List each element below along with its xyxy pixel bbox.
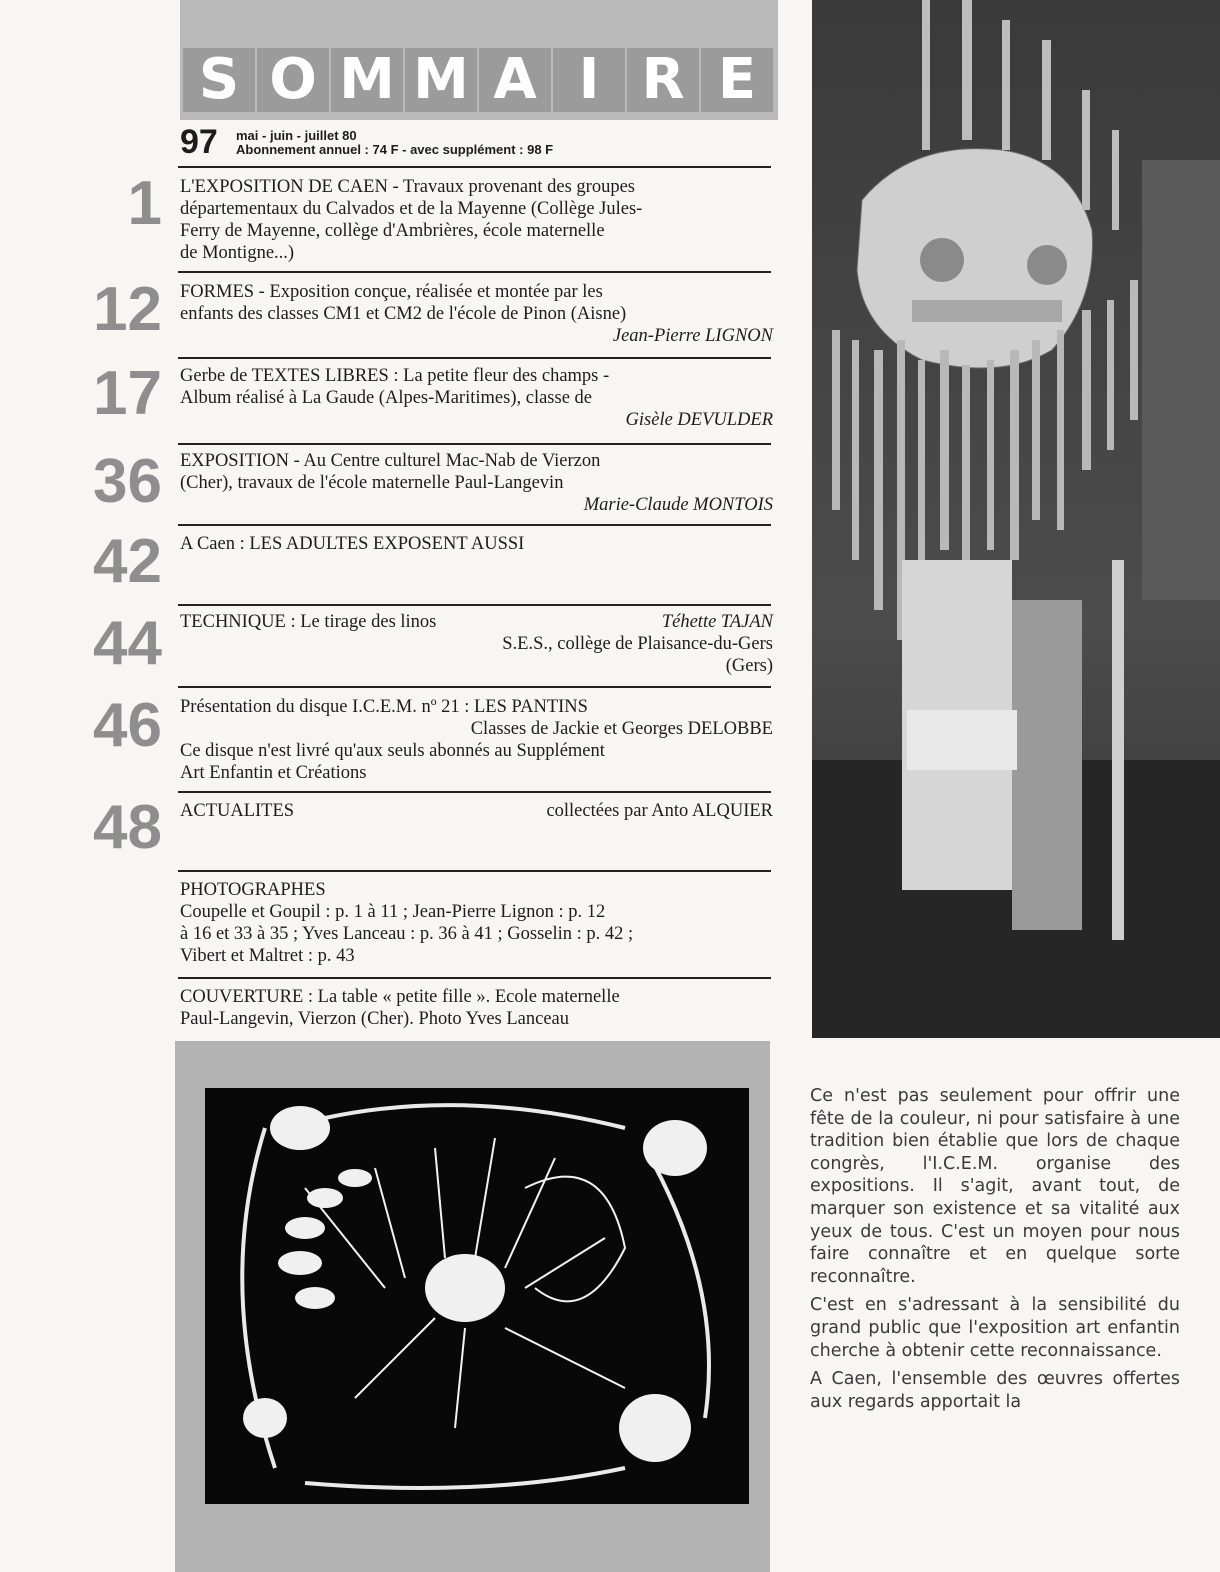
toc-entry[interactable] [180,696,773,784]
entry-line: enfants des classes CM1 et CM2 de l'école de Pinon (Aisne) [180,304,627,324]
entry-line: FORMES - Exposition conçue, réalisée et montée par les [180,282,603,302]
article-text [810,1085,1180,1419]
entry-author: Jean-Pierre LIGNON [612,326,773,346]
toc-entry[interactable] [180,365,773,431]
entry-line: Classes de Jackie et Georges DELOBBE [470,719,773,739]
exhibition-photo [812,0,1220,1038]
photographers-section [180,879,773,967]
cover-line: COUVERTURE : La table « petite fille ». Ecole maternelle [180,987,620,1007]
article-paragraph: C'est en s'adressant à la sensibilité du grand public que l'exposition art enfantin cherche à obtenir cette reconnaissance. [810,1295,1180,1361]
divider [178,443,771,445]
photographers-line: à 16 et 33 à 35 ; Yves Lanceau : p. 36 à 41 ; Gosselin : p. 42 ; [180,924,634,944]
title-letter: M [331,48,403,112]
cover-line: Paul-Langevin, Vierzon (Cher). Photo Yves Lanceau [180,1009,570,1029]
divider [178,977,771,979]
toc-entry[interactable] [180,176,773,264]
entry-credit: collectées par Anto ALQUIER [546,801,773,821]
cover-credit [180,986,773,1030]
entry-line: (Gers) [725,656,773,676]
title-letter: O [257,48,329,112]
toc-entry[interactable] [180,800,773,822]
page-number: 46 [93,691,162,760]
issue-number: 97 [180,123,218,161]
issue-dates: mai - juin - juillet 80 [236,128,357,143]
title-letter: E [701,48,773,112]
entry-line: ACTUALITES [180,801,295,821]
article-paragraph: A Caen, l'ensemble des œuvres offertes aux regards apportait la [810,1369,1180,1412]
title-letter: A [479,48,551,112]
toc-entry[interactable] [180,611,773,677]
toc-entry[interactable] [180,281,773,347]
entry-line: de Montigne...) [180,243,295,263]
entry-line: A Caen : LES ADULTES EXPOSENT AUSSI [180,534,525,554]
entry-author: Marie-Claude MONTOIS [583,495,773,515]
entry-line: Gerbe de TEXTES LIBRES : La petite fleur des champs - [180,366,610,386]
toc-entry[interactable] [180,450,773,516]
entry-line: TECHNIQUE : Le tirage des linos [180,612,437,632]
cover-artwork [205,1088,749,1504]
entry-line: L'EXPOSITION DE CAEN - Travaux provenant des groupes [180,177,635,197]
article-paragraph: Ce n'est pas seulement pour offrir une fête de la couleur, ni pour satisfaire à une tradition bien établie que lors de chaque congrès, l'I.C.E.M. organise des expositions. Il s'agit, avant tout, de marquer son existence et sa vitalité aux yeux de tous. C'est un moyen pour nous faire connaître et en quelque sorte reconnaître. [810,1086,1180,1287]
divider [178,604,771,606]
sculpture-illustration [812,0,1220,1038]
entry-line: Ferry de Mayenne, collège d'Ambrières, école maternelle [180,221,605,241]
page-title [183,48,773,112]
divider [178,166,771,168]
title-letter: M [405,48,477,112]
entry-line: Album réalisé à La Gaude (Alpes-Maritimes), classe de [180,388,592,408]
entry-line: S.E.S., collège de Plaisance-du-Gers [502,634,773,654]
divider [178,870,771,872]
divider [178,357,771,359]
page-number: 44 [93,609,162,678]
photographers-heading: PHOTOGRAPHES [180,880,326,900]
entry-line: Présentation du disque I.C.E.M. nº 21 : LES PANTINS [180,697,588,717]
subscription-info: Abonnement annuel : 74 F - avec supplément : 98 F [236,142,554,157]
title-letter: S [183,48,255,112]
photographers-line: Vibert et Maltret : p. 43 [180,946,355,966]
page-number: 36 [93,447,162,516]
title-letter: R [627,48,699,112]
entry-line: EXPOSITION - Au Centre culturel Mac-Nab de Vierzon [180,451,601,471]
toc-entry[interactable] [180,533,773,555]
entry-line: départementaux du Calvados et de la Mayenne (Collège Jules- [180,199,643,219]
children-drawing-illustration [205,1088,749,1504]
page-number: 12 [93,275,162,344]
entry-author: Gisèle DEVULDER [625,410,773,430]
entry-line: (Cher), travaux de l'école maternelle Paul-Langevin [180,473,564,493]
entry-line: Ce disque n'est livré qu'aux seuls abonnés au Supplément [180,741,605,761]
entry-line-row [180,800,773,822]
entry-line: Art Enfantin et Créations [180,763,367,783]
photographers-line: Coupelle et Goupil : p. 1 à 11 ; Jean-Pierre Lignon : p. 12 [180,902,606,922]
divider [178,271,771,273]
page-number: 17 [93,359,162,428]
entry-line-row [180,611,773,633]
page-number: 48 [93,793,162,862]
page-number: 1 [127,169,162,238]
title-letter: I [553,48,625,112]
divider [178,524,771,526]
divider [178,686,771,688]
divider [178,791,771,793]
entry-author: Téhette TAJAN [661,612,773,632]
page-number: 42 [93,527,162,596]
